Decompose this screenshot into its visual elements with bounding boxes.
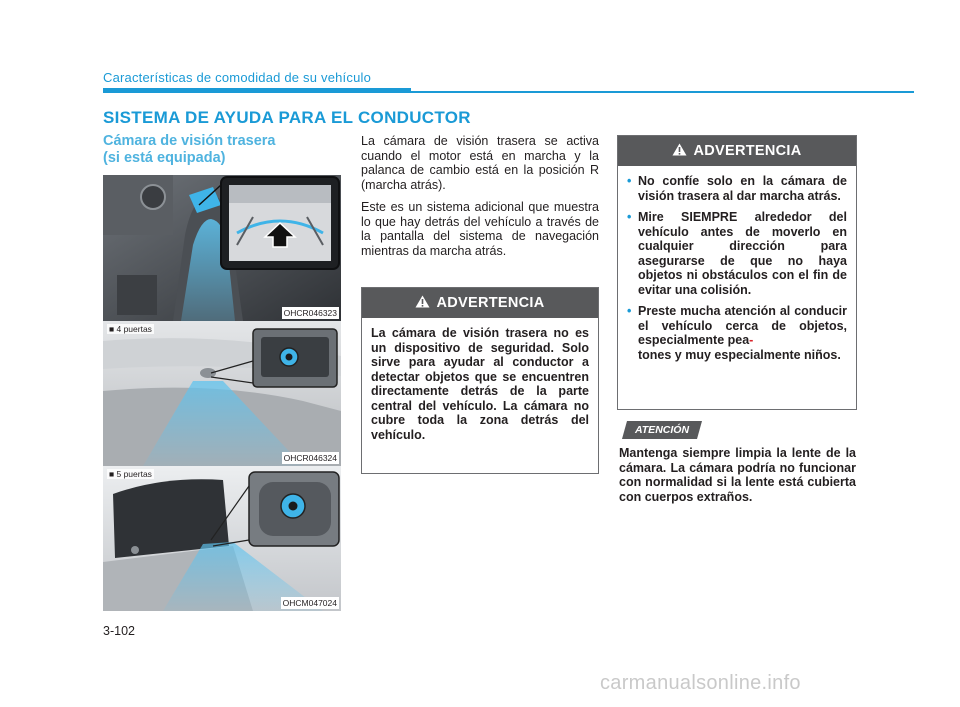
atencion-text: Mantenga siempre limpia la lente de la cámara. La cámara podría no funcionar con normalidad si la lente está cubierta con cuerpos extraños. xyxy=(619,446,856,504)
photo-5-door-camera xyxy=(103,466,341,611)
subsection-title-line2: (si está equipada) xyxy=(103,150,226,166)
warning-item-2: • Mire SIEMPRE alrededor del vehículo antes de moverlo en cualquier dirección para asegurarse de que no haya objetos ni obstáculos con el fin de evitar una colisión. xyxy=(627,210,847,297)
subsection-title xyxy=(103,133,343,167)
warning-box-2 xyxy=(617,135,857,410)
header-bar-thick xyxy=(103,88,411,93)
warning-triangle-icon xyxy=(415,295,430,308)
intro-paragraph-2: Este es un sistema adicional que muestra lo que hay detrás del vehículo a través de la pantalla del sistema de navegación mientras da marcha atrás. xyxy=(361,200,599,258)
photo-code-1: OHCR046323 xyxy=(283,308,337,318)
chapter-title: Características de comodidad de su vehículo xyxy=(103,70,372,85)
photo-code-3: OHCM047024 xyxy=(282,598,337,608)
warning-header-1 xyxy=(362,288,598,318)
warning-heading-1: ADVERTENCIA xyxy=(436,295,545,311)
photo-gear-shift-display xyxy=(103,175,341,321)
photo-label-5-doors: ■ 5 puertas xyxy=(109,469,152,479)
warning-item-3: • Preste mucha atención al conducir el vehículo cerca de objetos, especialmente pea- tones y muy especialmente niños. xyxy=(627,304,847,362)
photo-code-2: OHCR046324 xyxy=(283,453,337,463)
warning-item-1: • No confíe solo en la cámara de visión trasera al dar marcha atrás. xyxy=(627,174,847,203)
intro-paragraph-1: La cámara de visión trasera se activa cuando el motor está en marcha y la palanca de cambio está en la posición R (marcha atrás). xyxy=(361,134,599,192)
watermark: carmanualsonline.info xyxy=(600,672,801,694)
warning-header-2 xyxy=(618,136,856,166)
warning-heading-2: ADVERTENCIA xyxy=(693,143,802,159)
atencion-label: ATENCIÓN xyxy=(634,424,690,436)
hyphen-mark: - xyxy=(749,333,754,347)
section-title: SISTEMA DE AYUDA PARA EL CONDUCTOR xyxy=(103,108,471,127)
warning-text-1: La cámara de visión trasera no es un dispositivo de seguridad. Solo sirve para ayudar al conductor a detectar objetos que se encuentren directamente detrás de la parte central del vehículo. La cámara no cubre toda la zona detrás del vehículo. xyxy=(371,326,589,442)
warning-list xyxy=(627,174,847,362)
bullet-icon: • xyxy=(627,174,632,188)
warning-box-1 xyxy=(361,287,599,474)
header-bar-thin xyxy=(411,91,914,93)
photo-label-4-doors: ■ 4 puertas xyxy=(109,324,152,334)
photo-4-door-camera xyxy=(103,321,341,466)
bullet-icon: • xyxy=(627,304,632,318)
page-number: 3-102 xyxy=(103,624,135,638)
subsection-title-line1: Cámara de visión trasera xyxy=(103,133,276,149)
bullet-icon: • xyxy=(627,210,632,224)
warning-triangle-icon xyxy=(672,143,687,156)
